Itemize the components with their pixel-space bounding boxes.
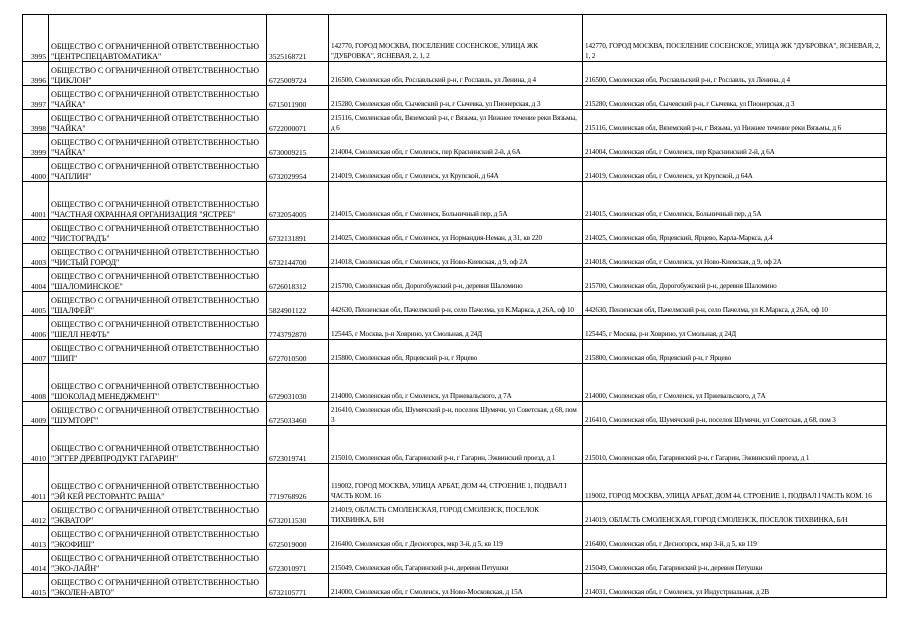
table-row: [23, 550, 887, 574]
organization-name: ОБЩЕСТВО С ОГРАНИЧЕННОЙ ОТВЕТСТВЕННОСТЬЮ "ЧАЙКА": [49, 110, 267, 134]
actual-address: 214000, Смоленская обл, г Смоленск, ул Пржевальского, д 7А: [583, 364, 887, 402]
organization-name: ОБЩЕСТВО С ОГРАНИЧЕННОЙ ОТВЕТСТВЕННОСТЬЮ "ШУМТОРГ": [49, 402, 267, 426]
actual-address: 215049, Смоленская обл, Гагаринский р-н, деревня Петушки: [583, 550, 887, 574]
organization-name: ОБЩЕСТВО С ОГРАНИЧЕННОЙ ОТВЕТСТВЕННОСТЬЮ "ЭКВАТОР": [49, 502, 267, 526]
legal-address: 216410, Смоленская обл, Шумячский р-н, поселок Шумячи, ул Советская, д 68, пом 3: [329, 402, 583, 426]
row-number: 3997: [23, 86, 49, 110]
row-number: 3998: [23, 110, 49, 134]
actual-address: 216500, Смоленская обл, Рославльский р-н, г Рославль, ул Ленина, д 4: [583, 62, 887, 86]
legal-address: 214000, Смоленская обл, г Смоленск, ул Ново-Московская, д 15А: [329, 574, 583, 598]
legal-address: 216400, Смоленская обл, г Десногорск, мкр 3-й, д 5, кв 119: [329, 526, 583, 550]
actual-address: 214019, Смоленская обл, г Смоленск, ул Крупской, д 64А: [583, 158, 887, 182]
inn-code: 6725009724: [267, 62, 329, 86]
inn-code: 6725033460: [267, 402, 329, 426]
row-number: 4003: [23, 244, 49, 268]
row-number: 4013: [23, 526, 49, 550]
legal-address: 214018, Смоленская обл, г Смоленск, ул Ново-Киевская, д 9, оф 2А: [329, 244, 583, 268]
organization-name: ОБЩЕСТВО С ОГРАНИЧЕННОЙ ОТВЕТСТВЕННОСТЬЮ "ЦЕНТРСПЕЦАВТОМАТИКА": [49, 15, 267, 62]
legal-address: 214019, Смоленская обл, г Смоленск, ул Крупской, д 64А: [329, 158, 583, 182]
row-number: 4014: [23, 550, 49, 574]
row-number: 4004: [23, 268, 49, 292]
organization-name: ОБЩЕСТВО С ОГРАНИЧЕННОЙ ОТВЕТСТВЕННОСТЬЮ "ЦИКЛОН": [49, 62, 267, 86]
row-number: 4009: [23, 402, 49, 426]
inn-code: 6730009215: [267, 134, 329, 158]
legal-address: 142770, ГОРОД МОСКВА, ПОСЕЛЕНИЕ СОСЕНСКОЕ, УЛИЦА ЖК "ДУБРОВКА", ЯСНЕВАЯ, 2, 1, 2: [329, 15, 583, 62]
table-row: [23, 292, 887, 316]
actual-address: 215116, Смоленская обл, Вяземский р-н, г Вязьма, ул Нижнее течение реки Вязьмы, д 6: [583, 110, 887, 134]
inn-code: 5824901122: [267, 292, 329, 316]
inn-code: 6726018312: [267, 268, 329, 292]
actual-address: 214015, Смоленская обл, г Смоленск, Больничный пер, д 5А: [583, 182, 887, 220]
organization-name: ОБЩЕСТВО С ОГРАНИЧЕННОЙ ОТВЕТСТВЕННОСТЬЮ "ЭКО-ЛАЙН": [49, 550, 267, 574]
table-row: [23, 316, 887, 340]
row-number: 4011: [23, 464, 49, 502]
table-row: [23, 526, 887, 550]
inn-code: 6732144700: [267, 244, 329, 268]
table-row: [23, 574, 887, 598]
organization-name: ОБЩЕСТВО С ОГРАНИЧЕННОЙ ОТВЕТСТВЕННОСТЬЮ "ЧАЙКА": [49, 134, 267, 158]
inn-code: 6732054005: [267, 182, 329, 220]
row-number: 3995: [23, 15, 49, 62]
table-row: [23, 268, 887, 292]
organization-name: ОБЩЕСТВО С ОГРАНИЧЕННОЙ ОТВЕТСТВЕННОСТЬЮ "ЭКОФИШ": [49, 526, 267, 550]
row-number: 4005: [23, 292, 49, 316]
table-row: [23, 62, 887, 86]
organization-name: ОБЩЕСТВО С ОГРАНИЧЕННОЙ ОТВЕТСТВЕННОСТЬЮ "ЧИСТОГРАДЪ": [49, 220, 267, 244]
inn-code: 6732105771: [267, 574, 329, 598]
table-row: [23, 110, 887, 134]
actual-address: 214018, Смоленская обл, г Смоленск, ул Ново-Киевская, д 9, оф 2А: [583, 244, 887, 268]
organization-name: ОБЩЕСТВО С ОГРАНИЧЕННОЙ ОТВЕТСТВЕННОСТЬЮ "ЧИСТЫЙ ГОРОД": [49, 244, 267, 268]
row-number: 3999: [23, 134, 49, 158]
legal-address: 215700, Смоленская обл, Дорогобужский р-н, деревня Шаломино: [329, 268, 583, 292]
inn-code: 3525168721: [267, 15, 329, 62]
row-number: 4015: [23, 574, 49, 598]
organization-name: ОБЩЕСТВО С ОГРАНИЧЕННОЙ ОТВЕТСТВЕННОСТЬЮ "ЭКОЛЕН-АВТО": [49, 574, 267, 598]
actual-address: 214031, Смоленская обл, г Смоленск, ул Индустриальная, д 2В: [583, 574, 887, 598]
inn-code: 6729031030: [267, 364, 329, 402]
organization-name: ОБЩЕСТВО С ОГРАНИЧЕННОЙ ОТВЕТСТВЕННОСТЬЮ "ШОКОЛАД МЕНЕДЖМЕНТ": [49, 364, 267, 402]
legal-address: 215800, Смоленская обл, Ярцевский р-н, г Ярцево: [329, 340, 583, 364]
row-number: 4002: [23, 220, 49, 244]
actual-address: 119002, ГОРОД МОСКВА, УЛИЦА АРБАТ, ДОМ 44, СТРОЕНИЕ 1, ПОДВАЛ I ЧАСТЬ КОМ. 16: [583, 464, 887, 502]
table-row: [23, 464, 887, 502]
row-number: 4010: [23, 426, 49, 464]
organization-name: ОБЩЕСТВО С ОГРАНИЧЕННОЙ ОТВЕТСТВЕННОСТЬЮ "ЭЙ КЕЙ РЕСТОРАНТС РАША": [49, 464, 267, 502]
table-row: [23, 340, 887, 364]
row-number: 3996: [23, 62, 49, 86]
table-body: [23, 15, 887, 598]
inn-code: 6715011900: [267, 86, 329, 110]
inn-code: 6725019000: [267, 526, 329, 550]
actual-address: 215280, Смоленская обл, Сычевский р-н, г Сычевка, ул Пионерская, д 3: [583, 86, 887, 110]
legal-address: 214004, Смоленская обл, г Смоленск, пер Краснинский 2-й, д 6А: [329, 134, 583, 158]
actual-address: 214019, ОБЛАСТЬ СМОЛЕНСКАЯ, ГОРОД СМОЛЕНСК, ПОСЕЛОК ТИХВИНКА, Б/Н: [583, 502, 887, 526]
inn-code: 6723019741: [267, 426, 329, 464]
row-number: 4007: [23, 340, 49, 364]
inn-code: 6722000071: [267, 110, 329, 134]
organization-name: ОБЩЕСТВО С ОГРАНИЧЕННОЙ ОТВЕТСТВЕННОСТЬЮ "ЧАЙКА": [49, 86, 267, 110]
legal-address: 214000, Смоленская обл, г Смоленск, ул Пржевальского, д 7А: [329, 364, 583, 402]
inn-code: 6723010971: [267, 550, 329, 574]
table-row: [23, 402, 887, 426]
inn-code: 7719768926: [267, 464, 329, 502]
actual-address: 125445, г Москва, р-н Ховрино, ул Смольная, д 24Д: [583, 316, 887, 340]
actual-address: 215010, Смоленская обл, Гагаринский р-н, г Гагарин, Эжвинский проезд, д 1: [583, 426, 887, 464]
actual-address: 142770, ГОРОД МОСКВА, ПОСЕЛЕНИЕ СОСЕНСКОЕ, УЛИЦА ЖК "ДУБРОВКА", ЯСНЕВАЯ, 2, 1, 2: [583, 15, 887, 62]
actual-address: 216410, Смоленская обл, Шумячский р-н, поселок Шумячи, ул Советская, д 68, пом 3: [583, 402, 887, 426]
legal-address: 214015, Смоленская обл, г Смоленск, Больничный пер, д 5А: [329, 182, 583, 220]
organization-name: ОБЩЕСТВО С ОГРАНИЧЕННОЙ ОТВЕТСТВЕННОСТЬЮ "ЭГГЕР ДРЕВПРОДУКТ ГАГАРИН": [49, 426, 267, 464]
organization-name: ОБЩЕСТВО С ОГРАНИЧЕННОЙ ОТВЕТСТВЕННОСТЬЮ "ШЕЛЛ НЕФТЬ": [49, 316, 267, 340]
organization-name: ОБЩЕСТВО С ОГРАНИЧЕННОЙ ОТВЕТСТВЕННОСТЬЮ "ЧАСТНАЯ ОХРАННАЯ ОРГАНИЗАЦИЯ "ЯСТРЕБ": [49, 182, 267, 220]
organization-registry-table: [22, 14, 887, 598]
row-number: 4008: [23, 364, 49, 402]
actual-address: 215700, Смоленская обл, Дорогобужский р-н, деревня Шаломино: [583, 268, 887, 292]
table-row: [23, 15, 887, 62]
inn-code: 6732131891: [267, 220, 329, 244]
legal-address: 216500, Смоленская обл, Рославльский р-н, г Рославль, ул Ленина, д 4: [329, 62, 583, 86]
actual-address: 214004, Смоленская обл, г Смоленск, пер Краснинский 2-й, д 6А: [583, 134, 887, 158]
table-row: [23, 220, 887, 244]
legal-address: 119002, ГОРОД МОСКВА, УЛИЦА АРБАТ, ДОМ 44, СТРОЕНИЕ 1, ПОДВАЛ I ЧАСТЬ КОМ. 16: [329, 464, 583, 502]
inn-code: 6732011530: [267, 502, 329, 526]
table-row: [23, 134, 887, 158]
inn-code: 6732029954: [267, 158, 329, 182]
organization-name: ОБЩЕСТВО С ОГРАНИЧЕННОЙ ОТВЕТСТВЕННОСТЬЮ "ШИП": [49, 340, 267, 364]
legal-address: 215010, Смоленская обл, Гагаринский р-н, г Гагарин, Эжвинский проезд, д 1: [329, 426, 583, 464]
table-row: [23, 86, 887, 110]
table-row: [23, 426, 887, 464]
legal-address: 214025, Смоленская обл, г Смоленск, ул Нормандия-Неман, д 31, кв 220: [329, 220, 583, 244]
legal-address: 125445, г Москва, р-н Ховрино, ул Смольная, д 24Д: [329, 316, 583, 340]
table-row: [23, 364, 887, 402]
actual-address: 214025, Смоленская обл, Ярцевский, Ярцево, Карла-Маркса, д.4: [583, 220, 887, 244]
table-row: [23, 244, 887, 268]
legal-address: 215116, Смоленская обл, Вяземский р-н, г Вязьма, ул Нижнее течение реки Вязьмы, д 6: [329, 110, 583, 134]
organization-name: ОБЩЕСТВО С ОГРАНИЧЕННОЙ ОТВЕТСТВЕННОСТЬЮ "ШАЛФЕЙ": [49, 292, 267, 316]
legal-address: 214019, ОБЛАСТЬ СМОЛЕНСКАЯ, ГОРОД СМОЛЕНСК, ПОСЕЛОК ТИХВИНКА, Б/Н: [329, 502, 583, 526]
table-row: [23, 158, 887, 182]
table-row: [23, 502, 887, 526]
actual-address: 216400, Смоленская обл, г Десногорск, мкр 3-й, д 5, кв 119: [583, 526, 887, 550]
inn-code: 7743792870: [267, 316, 329, 340]
legal-address: 215280, Смоленская обл, Сычевский р-н, г Сычевка, ул Пионерская, д 3: [329, 86, 583, 110]
table-row: [23, 182, 887, 220]
row-number: 4006: [23, 316, 49, 340]
organization-name: ОБЩЕСТВО С ОГРАНИЧЕННОЙ ОТВЕТСТВЕННОСТЬЮ "ШАЛОМИНСКОЕ": [49, 268, 267, 292]
row-number: 4012: [23, 502, 49, 526]
row-number: 4001: [23, 182, 49, 220]
organization-name: ОБЩЕСТВО С ОГРАНИЧЕННОЙ ОТВЕТСТВЕННОСТЬЮ "ЧАПЛИН": [49, 158, 267, 182]
legal-address: 215049, Смоленская обл, Гагаринский р-н, деревня Петушки: [329, 550, 583, 574]
row-number: 4000: [23, 158, 49, 182]
legal-address: 442630, Пензенская обл, Пачелмский р-н, село Пачелма, ул К.Маркса, д 26А, оф 10: [329, 292, 583, 316]
actual-address: 442630, Пензенская обл, Пачелмский р-н, село Пачелма, ул К.Маркса, д 26А, оф 10: [583, 292, 887, 316]
inn-code: 6727010500: [267, 340, 329, 364]
actual-address: 215800, Смоленская обл, Ярцевский р-н, г Ярцево: [583, 340, 887, 364]
